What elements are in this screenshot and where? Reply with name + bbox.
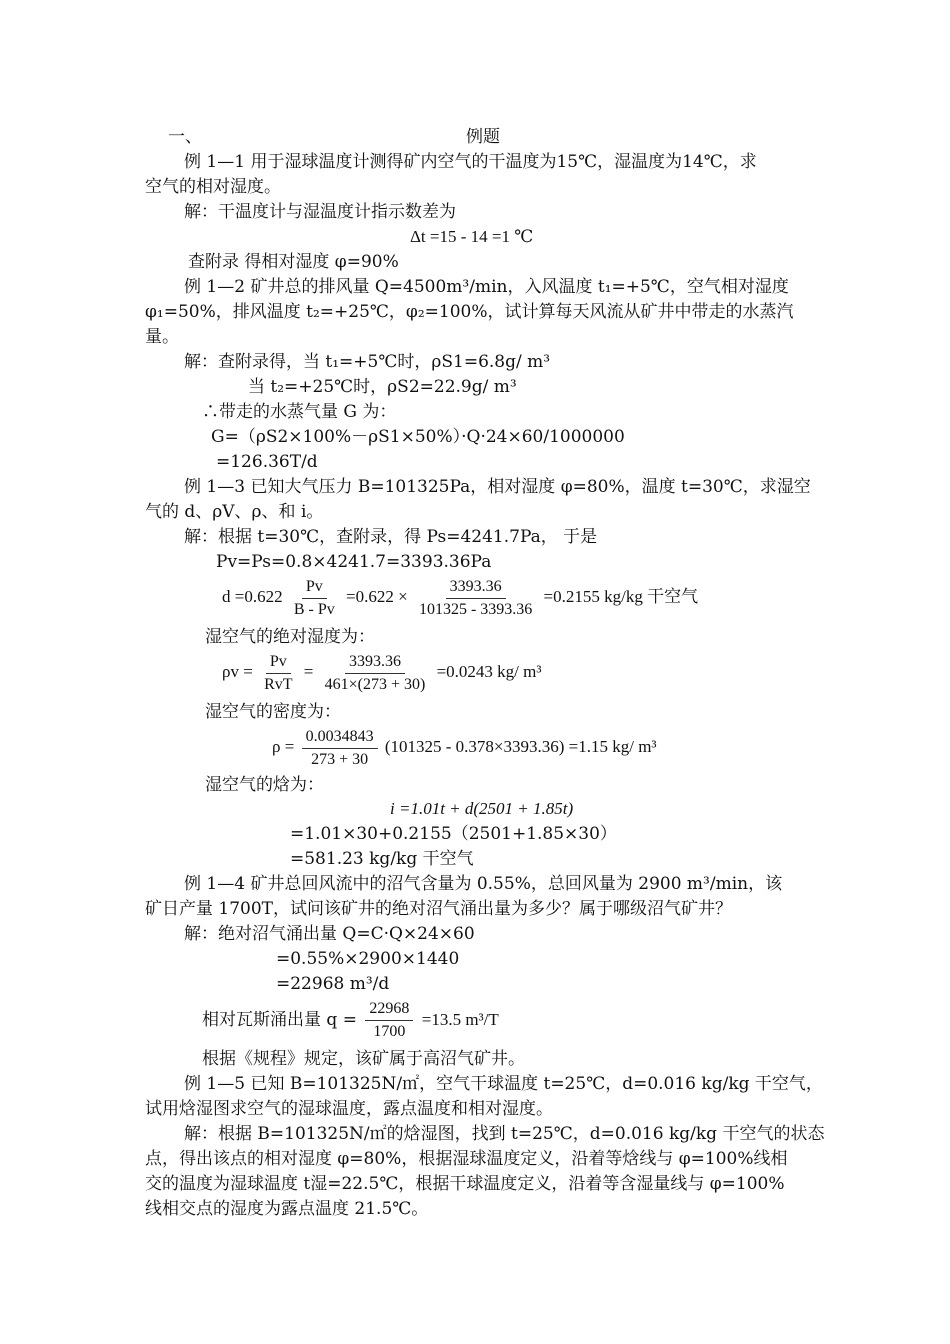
d-num1: Pv — [302, 577, 327, 599]
ex2-step3: ∴带走的水蒸气量 G 为： — [202, 402, 397, 422]
d-result: =0.2155 kg/kg 干空气 — [543, 587, 699, 606]
ex4-step2: =0.55%×2900×1440 — [276, 949, 460, 969]
q-den: 1700 — [373, 1023, 406, 1040]
ex1-solution: 解：干温度计与湿温度计指示数差为 — [184, 202, 456, 222]
q-label: 相对瓦斯涌出量 q = — [202, 1010, 357, 1030]
ex4-step3: =22968 m³/d — [276, 974, 390, 994]
ex5-step4: 线相交点的湿度为露点温度 21.5℃。 — [145, 1199, 429, 1219]
ex3-step2: Pv=Ps=0.8×4241.7=3393.36Pa — [216, 552, 492, 572]
ex4-step1: 解：绝对沼气涌出量 Q=C·Q×24×60 — [184, 924, 475, 944]
d-mid: =0.622 × — [346, 587, 408, 606]
ex2-step1: 解：查附录得，当 t₁=+5℃时，ρS1=6.8g/ m³ — [184, 352, 551, 372]
rv-den1: RvT — [264, 675, 293, 693]
d-fraction-2 — [415, 577, 536, 620]
ex5-line1: 例 1—5 已知 B=101325N/㎡，空气干球温度 t=25℃，d=0.016 kg/kg 干空气， — [184, 1074, 823, 1094]
rho-result: (101325 - 0.378×3393.36) =1.15 kg/ m³ — [384, 737, 657, 756]
rv-lhs: ρv = — [222, 662, 253, 681]
ex3-i-equation: i =1.01t + d(2501 + 1.85t) — [390, 799, 574, 818]
ex3-d-formula — [222, 574, 698, 620]
rv-eq: = — [303, 662, 314, 681]
ex3-line2: 气的 d、ρV、ρ、和 i。 — [145, 502, 324, 522]
q-fraction — [365, 999, 413, 1042]
rv-num2: 3393.36 — [345, 652, 405, 674]
ex2-step4: G=（ρS2×100%－ρS1×50%）·Q·24×60/1000000 — [211, 427, 625, 447]
d-lhs: d =0.622 — [222, 587, 283, 606]
ex2-step5: =126.36T/d — [216, 452, 318, 472]
rv-fraction-1 — [260, 652, 296, 695]
ex5-line2: 试用焓湿图求空气的湿球温度，露点温度和相对湿度。 — [145, 1099, 553, 1119]
ex5-step2: 点，得出该点的相对湿度 φ=80%，根据湿球温度定义，沿着等焓线与 φ=100%线相 — [145, 1149, 788, 1169]
ex3-rhov-formula — [222, 649, 541, 695]
ex2-line3: 量。 — [145, 327, 179, 347]
ex3-i-line3: =581.23 kg/kg 干空气 — [290, 849, 474, 869]
ex1-result: 查附录 得相对湿度 φ=90% — [188, 252, 399, 272]
d-num2: 3393.36 — [446, 577, 506, 599]
rv-fraction-2 — [321, 652, 430, 695]
rv-den2: 461×(273 + 30) — [324, 675, 426, 693]
ex1-line1: 例 1—1 用于湿球温度计测得矿内空气的干温度为15℃，湿温度为14℃，求 — [184, 152, 757, 172]
q-result: =13.5 m³/T — [421, 1010, 499, 1029]
ex3-line1: 例 1—3 已知大气压力 B=101325Pa，相对湿度 φ=80%，温度 t=30℃，求湿空 — [184, 477, 811, 497]
ex3-rho-formula — [272, 724, 657, 770]
ex2-line2: φ₁=50%，排风温度 t₂=+25℃，φ₂=100%，试计算每天风流从矿井中带走的水蒸汽 — [145, 302, 794, 322]
ex3-step1: 解：根据 t=30℃，查附录，得 Ps=4241.7Pa， 于是 — [184, 527, 598, 547]
ex3-enthalpy-label: 湿空气的焓为： — [205, 775, 324, 795]
ex5-step1: 解：根据 B=101325N/㎡的焓湿图，找到 t=25℃，d=0.016 kg/kg 干空气的状态 — [184, 1124, 825, 1144]
d-den2: 101325 - 3393.36 — [418, 600, 533, 618]
rv-num1: Pv — [266, 652, 291, 674]
rv-result: =0.0243 kg/ m³ — [436, 662, 542, 681]
section-title: 例题 — [466, 127, 500, 147]
ex2-line1: 例 1—2 矿井总的排风量 Q=4500m³/min，入风温度 t₁=+5℃，空气相对湿度 — [184, 277, 789, 297]
rho-num: 0.0034843 — [302, 727, 378, 749]
d-fraction-1 — [290, 577, 339, 620]
section-number: 一、 — [168, 127, 202, 147]
ex5-step3: 交的温度为湿球温度 t湿=22.5℃，根据干球温度定义，沿着等含湿量线与 φ=100% — [145, 1174, 785, 1194]
rho-lhs: ρ = — [272, 737, 295, 756]
ex3-abs-label: 湿空气的绝对湿度为： — [205, 627, 375, 647]
ex1-equation: Δt =15 - 14 =1 ℃ — [410, 227, 534, 246]
ex2-step2: 当 t₂=+25℃时，ρS2=22.9g/ m³ — [248, 377, 517, 397]
rho-den: 273 + 30 — [311, 750, 369, 768]
ex1-line2: 空气的相对湿度。 — [145, 177, 281, 197]
q-num: 22968 — [365, 999, 413, 1021]
ex4-line1: 例 1—4 矿井总回风流中的沼气含量为 0.55%，总回风量为 2900 m³/min，该 — [184, 874, 783, 894]
ex4-q-formula — [202, 997, 499, 1043]
ex3-i-line2: =1.01×30+0.2155（2501+1.85×30） — [290, 824, 617, 844]
d-den1: B - Pv — [293, 600, 335, 618]
ex4-line2: 矿日产量 1700T，试问该矿井的绝对沼气涌出量为多少？属于哪级沼气矿井？ — [145, 899, 733, 919]
ex4-conclusion: 根据《规程》规定，该矿属于高沼气矿井。 — [202, 1049, 525, 1069]
rho-fraction — [302, 727, 378, 770]
ex3-density-label: 湿空气的密度为： — [205, 702, 341, 722]
